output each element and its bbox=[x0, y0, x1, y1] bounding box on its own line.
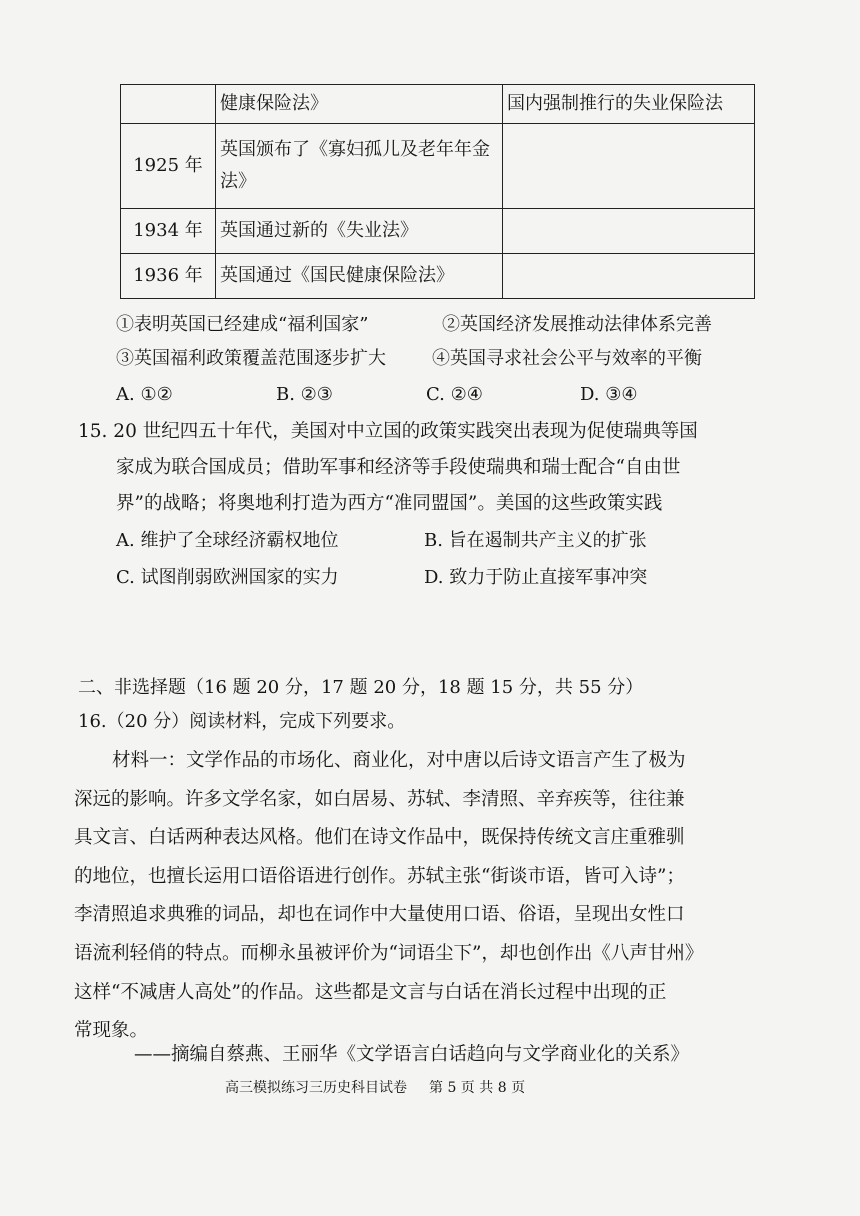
event-cell: 健康保险法》 bbox=[216, 85, 503, 124]
note-cell: 国内强制推行的失业保险法 bbox=[503, 85, 755, 124]
table-row bbox=[121, 124, 755, 209]
exam-name: 高三模拟练习三历史科目试卷 bbox=[225, 1080, 407, 1096]
material-line: 深远的影响。许多文学名家，如白居易、苏轼、李清照、辛弃疾等，往往兼 bbox=[74, 788, 685, 810]
material-source: ——摘编自蔡燕、王丽华《文学语言白话趋向与文学商业化的关系》 bbox=[134, 1044, 690, 1065]
material-line: 这样“不减唐人高处”的作品。这些都是文言与白话在消长过程中出现的正 bbox=[74, 981, 667, 1003]
material-one bbox=[74, 742, 734, 1051]
table-row bbox=[121, 209, 755, 254]
material-line: 材料一：文学作品的市场化、商业化，对中唐以后诗文语言产生了极为 bbox=[112, 750, 686, 771]
year-cell: 1934 年 bbox=[121, 209, 216, 254]
statement-1: ①表明英国已经建成“福利国家” bbox=[116, 314, 369, 335]
event-line: 法》 bbox=[220, 171, 256, 192]
year-cell: 1936 年 bbox=[121, 254, 216, 299]
statement-4: ④英国寻求社会公平与效率的平衡 bbox=[432, 348, 702, 369]
event-cell: 英国通过新的《失业法》 bbox=[216, 209, 503, 254]
q14-option-d[interactable]: D. ③④ bbox=[580, 384, 638, 405]
q15-option-a[interactable]: A. 维护了全球经济霸权地位 bbox=[116, 530, 339, 551]
page-number: 第 5 页 共 8 页 bbox=[429, 1080, 526, 1096]
q14-option-a[interactable]: A. ①② bbox=[116, 384, 173, 405]
event-line: 英国颁布了《寡妇孤儿及老年年金 bbox=[220, 139, 490, 160]
q14-option-b[interactable]: B. ②③ bbox=[276, 384, 333, 405]
table-row bbox=[121, 254, 755, 299]
table-row bbox=[121, 85, 755, 124]
q15-option-c[interactable]: C. 试图削弱欧洲国家的实力 bbox=[116, 567, 339, 588]
q15-option-d[interactable]: D. 致力于防止直接军事冲突 bbox=[424, 567, 648, 588]
law-table bbox=[120, 84, 755, 299]
event-cell: 英国通过《国民健康保险法》 bbox=[216, 254, 503, 299]
q16-title: 16.（20 分）阅读材料，完成下列要求。 bbox=[78, 711, 406, 732]
q15-stem-line: 界”的战略；将奥地利打造为西方“准同盟国”。美国的这些政策实践 bbox=[116, 493, 663, 514]
note-cell bbox=[503, 209, 755, 254]
statement-2: ②英国经济发展推动法律体系完善 bbox=[442, 314, 712, 335]
material-line: 具文言、白话两种表达风格。他们在诗文作品中，既保持传统文言庄重雅驯 bbox=[74, 827, 685, 849]
section-heading: 二、非选择题（16 题 20 分，17 题 20 分，18 题 15 分，共 55 分） bbox=[78, 677, 644, 698]
material-line: 李清照追求典雅的词品，却也在词作中大量使用口语、俗语，呈现出女性口 bbox=[74, 904, 685, 926]
material-line: 常现象。 bbox=[74, 1020, 149, 1042]
q15-option-b[interactable]: B. 旨在遏制共产主义的扩张 bbox=[424, 530, 647, 551]
q15-stem-line: 15. 20 世纪四五十年代，美国对中立国的政策实践突出表现为促使瑞典等国 bbox=[78, 421, 698, 442]
material-line: 语流利轻俏的特点。而柳永虽被评价为“词语尘下”，却也创作出《八声甘州》 bbox=[74, 942, 704, 964]
event-cell bbox=[216, 124, 503, 209]
statement-3: ③英国福利政策覆盖范围逐步扩大 bbox=[116, 348, 386, 369]
note-cell bbox=[503, 124, 755, 209]
material-line: 的地位，也擅长运用口语俗语进行创作。苏轼主张“街谈市语，皆可入诗”； bbox=[74, 865, 685, 887]
q14-option-c[interactable]: C. ②④ bbox=[426, 384, 483, 405]
page-footer bbox=[225, 1078, 525, 1098]
year-cell: 1925 年 bbox=[121, 124, 216, 209]
note-cell bbox=[503, 254, 755, 299]
q15-stem-line: 家成为联合国成员；借助军事和经济等手段使瑞典和瑞士配合“自由世 bbox=[116, 457, 681, 478]
year-cell bbox=[121, 85, 216, 124]
